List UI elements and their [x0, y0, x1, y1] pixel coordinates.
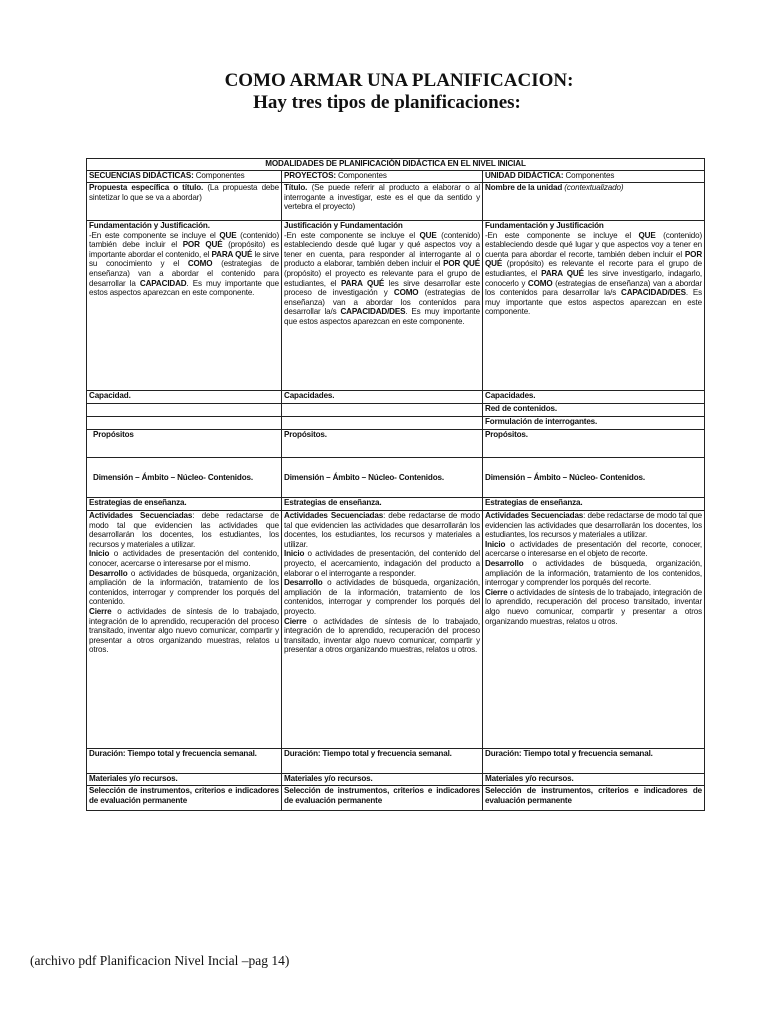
- table-header-row: [87, 159, 705, 171]
- table-cell: Materiales y/o recursos.: [483, 774, 705, 786]
- page-subtitle: Hay tres tipos de planificaciones:: [253, 92, 521, 113]
- table-cell: Red de contenidos.: [483, 404, 705, 417]
- table-cell: Capacidades.: [483, 391, 705, 404]
- table-cell: Selección de instrumentos, criterios e indicadores de evaluación permanente: [483, 786, 705, 811]
- page-title: COMO ARMAR UNA PLANIFICACION:: [224, 70, 574, 91]
- col-head-secuencias: SECUENCIAS DIDÁCTICAS: Componentes: [87, 171, 282, 183]
- table-cell: Actividades Secuenciadas: debe redactarse de modo tal que evidencien las actividades que desarrollarán los docentes, los estudiantes, los recursos y materiales a utilizar. Inicio o actividades de presentación, del contenido del proyecto, el acercamiento, indagación del producto a elaborar o el interrogante a responder. Desarrollo o actividades de búsqueda, organización, ampliación de la información, tratamiento de los contenidos, interrogar y comprender los porqués del proyecto. Cierre o actividades de síntesis de lo trabajado, integración de lo aprendido, recuperación del proceso transitado, inventar algo nuevo comunicar, compartir y presentar a otros organizando muestras, relatos u otros.: [282, 511, 483, 749]
- table-cell: Duración: Tiempo total y frecuencia semanal.: [282, 749, 483, 774]
- table-cell: Estrategias de enseñanza.: [483, 498, 705, 511]
- table-cell: Actividades Secuenciadas: debe redactarse de modo tal que evidencien las actividades que desarrollarán los docentes, los estudiantes, los recursos y materiales a utilizar. Inicio o actividades de presentación del contenido, conocer, acercarse o interesarse por el mismo. Desarrollo o actividades de búsqueda, organización, ampliación de la información, tratamiento de los contenidos, interrogar y comprender los porqués del contenido. Cierre o actividades de síntesis de lo trabajado, integración de lo aprendido, recuperación del proceso transitado, inventar algo nuevo comunicar, compartir y presentar a otros organizando muestras, relatos u otros.: [87, 511, 282, 749]
- table-row: [87, 511, 705, 749]
- table-row: [87, 391, 705, 404]
- table-cell: Nombre de la unidad (contextualizado): [483, 183, 705, 221]
- table-cell: Capacidades.: [282, 391, 483, 404]
- table-cell: Fundamentación y Justificación -En este componente se incluye el QUE (contenido) estableciendo desde qué lugar y que aspectos voy a tener en cuenta para abordar el recorte, también deben incluir el POR QUÉ (propósito) es relevante el recorte para el grupo de estudiantes, el PARA QUÉ les sirve investigarlo, indagarlo, conocerlo y COMO (estrategias de enseñanza) van a abordar los contenidos para desarrollar la/s CAPACIDAD/DES. Es muy importante que estos aspectos aparezcan en este componente.: [483, 221, 705, 391]
- table-row: [87, 183, 705, 221]
- table-cell: Capacidad.: [87, 391, 282, 404]
- table-cell: [282, 417, 483, 430]
- table-cell: Estrategias de enseñanza.: [282, 498, 483, 511]
- table-cell: Duración: Tiempo total y frecuencia semanal.: [483, 749, 705, 774]
- table-row: [87, 171, 705, 183]
- table-cell: Título. (Se puede referir al producto a elaborar o al interrogante a investigar, este es el que da sentido y vertebra el proyecto): [282, 183, 483, 221]
- table-row: [87, 458, 705, 498]
- table-header: MODALIDADES DE PLANIFICACIÓN DIDÁCTICA EN EL NIVEL INICIAL: [87, 159, 705, 171]
- table-cell: Propósitos: [87, 430, 282, 458]
- table-cell: [282, 404, 483, 417]
- table-cell: Dimensión – Ámbito – Núcleo- Contenidos.: [282, 458, 483, 498]
- table-cell: [87, 404, 282, 417]
- table-cell: Fundamentación y Justificación. -En este componente se incluye el QUE (contenido) también debe incluir el POR QUÉ (propósito) es importante abordar el contenido, el PARA QUÉ le sirve su conocimiento y el COMO (estrategias de enseñanza) van a abordar el contenido para desarrollar la CAPACIDAD. Es muy importante que estos aspectos aparezcan en este componente.: [87, 221, 282, 391]
- table-row: [87, 417, 705, 430]
- table-cell: [87, 417, 282, 430]
- table-row: [87, 749, 705, 774]
- table-cell: Selección de instrumentos, criterios e indicadores de evaluación permanente: [282, 786, 483, 811]
- col-head-proyectos: PROYECTOS: Componentes: [282, 171, 483, 183]
- table-cell: Actividades Secuenciadas: debe redactarse de modo tal que evidencien las actividades que desarrollarán los docentes, los estudiantes, los recursos y materiales a utilizar. Inicio o actividades de presentación del recorte, conocer, acercarse o interesarse en el objeto de recorte. Desarrollo o actividades de búsqueda, organización, ampliación de la información, tratamiento de los contenidos, interrogar y comprender los porqués del recorte. Cierre o actividades de síntesis de lo trabajado, integración de lo aprendido, recuperación del proceso transitado, inventar algo nuevo comunicar, compartir y presentar a otros organizando muestras, relatos u otros.: [483, 511, 705, 749]
- table-row: [87, 221, 705, 391]
- table-cell: Dimensión – Ámbito – Núcleo- Contenidos.: [87, 458, 282, 498]
- table-cell: Dimensión – Ámbito – Núcleo- Contenidos.: [483, 458, 705, 498]
- table-cell: Justificación y Fundamentación -En este componente se incluye el QUE (contenido) estableciendo desde qué lugar y qué aspectos voy a tener en cuenta, para responder al interrogante al o producto a elaborar, también deben incluir el POR QUÉ (propósito) el proyecto es relevante para el grupo de estudiantes, el PARA QUÉ les sirve desarrollar este proceso de investigación y COMO (estrategias de enseñanza) van a abordar los contenidos para desarrollar la/s CAPACIDAD/DES. Es muy importante que estos aspectos aparezcan en este componente.: [282, 221, 483, 391]
- col-head-unidad: UNIDAD DIDÁCTICA: Componentes: [483, 171, 705, 183]
- table-row: [87, 498, 705, 511]
- table-cell: Estrategias de enseñanza.: [87, 498, 282, 511]
- table-row: [87, 404, 705, 417]
- table-row: [87, 774, 705, 786]
- table-row: [87, 430, 705, 458]
- table-cell: Propósitos.: [282, 430, 483, 458]
- table-row: [87, 786, 705, 811]
- table-cell: Materiales y/o recursos.: [87, 774, 282, 786]
- planning-table: [86, 158, 705, 811]
- table-cell: Formulación de interrogantes.: [483, 417, 705, 430]
- table-cell: Selección de instrumentos, criterios e indicadores de evaluación permanente: [87, 786, 282, 811]
- table-cell: Propuesta específica o título. (La propuesta debe sintetizar lo que se va a abordar): [87, 183, 282, 221]
- source-footnote: (archivo pdf Planificacion Nivel Incial –pag 14): [30, 953, 290, 968]
- table-cell: Materiales y/o recursos.: [282, 774, 483, 786]
- table-cell: Propósitos.: [483, 430, 705, 458]
- table-cell: Duración: Tiempo total y frecuencia semanal.: [87, 749, 282, 774]
